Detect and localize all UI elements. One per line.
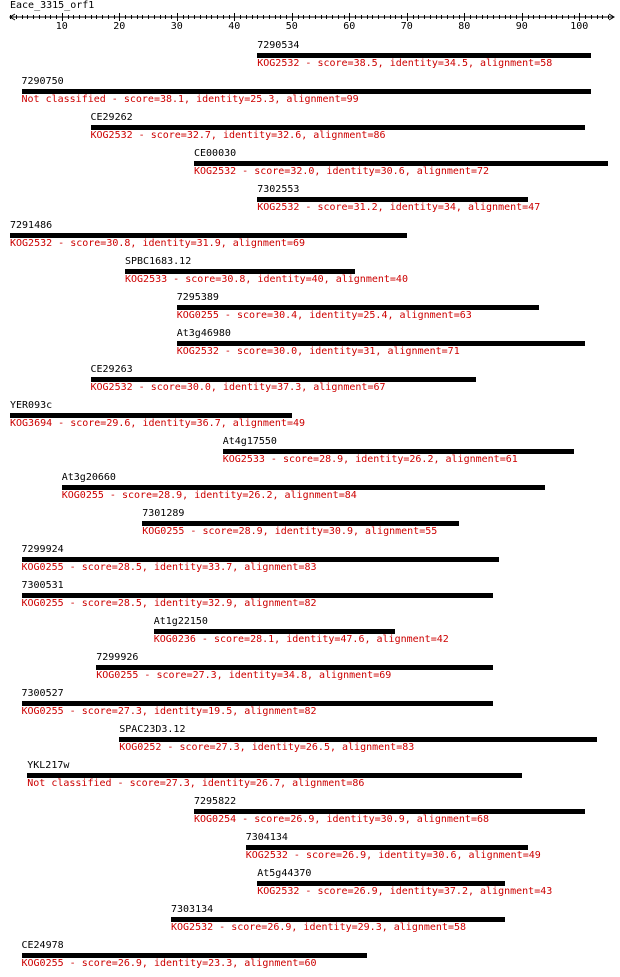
hit-name[interactable]: 7291486: [10, 220, 53, 231]
hit-name[interactable]: 7303134: [171, 904, 214, 915]
hit-annotation[interactable]: KOG0255 - score=27.3, identity=34.8, alignment=69: [96, 670, 392, 681]
hit-name[interactable]: 7299924: [21, 544, 64, 555]
hit-name[interactable]: SPAC23D3.12: [119, 724, 186, 735]
hit-annotation[interactable]: KOG0255 - score=26.9, identity=23.3, alignment=60: [21, 958, 317, 969]
hit-name[interactable]: CE29262: [90, 112, 133, 123]
hit-name[interactable]: At3g20660: [61, 472, 116, 483]
hit-name[interactable]: At1g22150: [153, 616, 208, 627]
hit-annotation[interactable]: KOG0255 - score=28.9, identity=30.9, alignment=55: [142, 526, 438, 537]
hit-name[interactable]: 7290534: [257, 40, 300, 51]
hit-name[interactable]: CE24978: [21, 940, 64, 951]
ruler-tick-label: 60: [343, 21, 356, 32]
hit-name[interactable]: 7299926: [96, 652, 139, 663]
hit-annotation[interactable]: KOG2533 - score=28.9, identity=26.2, alignment=61: [222, 454, 518, 465]
hit-annotation[interactable]: KOG0255 - score=28.5, identity=33.7, alignment=83: [21, 562, 317, 573]
hit-name[interactable]: YER093c: [10, 400, 53, 411]
hit-annotation[interactable]: KOG2532 - score=31.2, identity=34, alignment=47: [257, 202, 541, 213]
hit-annotation[interactable]: KOG0252 - score=27.3, identity=26.5, alignment=83: [119, 742, 415, 753]
hit-name[interactable]: 7290750: [21, 76, 64, 87]
hit-annotation[interactable]: KOG2532 - score=30.0, identity=37.3, alignment=67: [90, 382, 386, 393]
hit-annotation[interactable]: Not classified - score=38.1, identity=25.3, alignment=99: [21, 94, 359, 105]
hit-annotation[interactable]: KOG2533 - score=30.8, identity=40, alignment=40: [125, 274, 408, 285]
hit-name[interactable]: At4g17550: [222, 436, 277, 447]
hit-name[interactable]: CE00030: [194, 148, 237, 159]
hit-annotation[interactable]: KOG2532 - score=26.9, identity=37.2, alignment=43: [257, 886, 553, 897]
hit-annotation[interactable]: KOG0255 - score=27.3, identity=19.5, alignment=82: [21, 706, 317, 717]
hit-annotation[interactable]: KOG0254 - score=26.9, identity=30.9, alignment=68: [194, 814, 490, 825]
ruler-tick-label: 100: [570, 21, 589, 32]
hit-annotation[interactable]: KOG2532 - score=30.0, identity=31, alignment=71: [176, 346, 460, 357]
ruler-tick-label: 80: [458, 21, 471, 32]
hit-annotation[interactable]: KOG3694 - score=29.6, identity=36.7, alignment=49: [10, 418, 306, 429]
hit-annotation[interactable]: KOG2532 - score=32.7, identity=32.6, alignment=86: [90, 130, 386, 141]
hit-annotation[interactable]: KOG2532 - score=32.0, identity=30.6, alignment=72: [194, 166, 490, 177]
hit-annotation[interactable]: KOG0236 - score=28.1, identity=47.6, alignment=42: [153, 634, 449, 645]
ruler-tick-label: 20: [113, 21, 126, 32]
hit-name[interactable]: 7302553: [257, 184, 300, 195]
hit-name[interactable]: 7300531: [21, 580, 64, 591]
ruler-tick-label: 30: [170, 21, 183, 32]
ruler-tick-label: 40: [228, 21, 241, 32]
hit-name[interactable]: 7301289: [142, 508, 185, 519]
query-title: Eace_3315_orf1: [10, 0, 95, 11]
hit-name[interactable]: At3g46980: [176, 328, 231, 339]
hit-annotation[interactable]: KOG2532 - score=26.9, identity=30.6, alignment=49: [245, 850, 541, 861]
hit-annotation[interactable]: Not classified - score=27.3, identity=26.7, alignment=86: [27, 778, 365, 789]
hit-name[interactable]: CE29263: [90, 364, 133, 375]
hit-annotation[interactable]: KOG0255 - score=28.9, identity=26.2, alignment=84: [61, 490, 357, 501]
hit-annotation[interactable]: KOG2532 - score=38.5, identity=34.5, alignment=58: [257, 58, 553, 69]
hit-annotation[interactable]: KOG0255 - score=30.4, identity=25.4, alignment=63: [176, 310, 472, 321]
hit-name[interactable]: 7304134: [245, 832, 288, 843]
ruler-tick-label: 50: [285, 21, 298, 32]
hit-name[interactable]: SPBC1683.12: [125, 256, 192, 267]
ruler-axis: [0, 0, 620, 40]
ruler-tick-label: 10: [55, 21, 68, 32]
hit-annotation[interactable]: KOG2532 - score=26.9, identity=29.3, alignment=58: [171, 922, 467, 933]
ruler-tick-label: 70: [400, 21, 413, 32]
hit-name[interactable]: 7300527: [21, 688, 64, 699]
hit-annotation[interactable]: KOG2532 - score=30.8, identity=31.9, alignment=69: [10, 238, 306, 249]
hit-name[interactable]: 7295822: [194, 796, 237, 807]
hit-annotation[interactable]: KOG0255 - score=28.5, identity=32.9, alignment=82: [21, 598, 317, 609]
hit-name[interactable]: At5g44370: [257, 868, 312, 879]
ruler-tick-label: 90: [515, 21, 528, 32]
hit-name[interactable]: YKL217w: [27, 760, 70, 771]
hit-name[interactable]: 7295389: [176, 292, 219, 303]
